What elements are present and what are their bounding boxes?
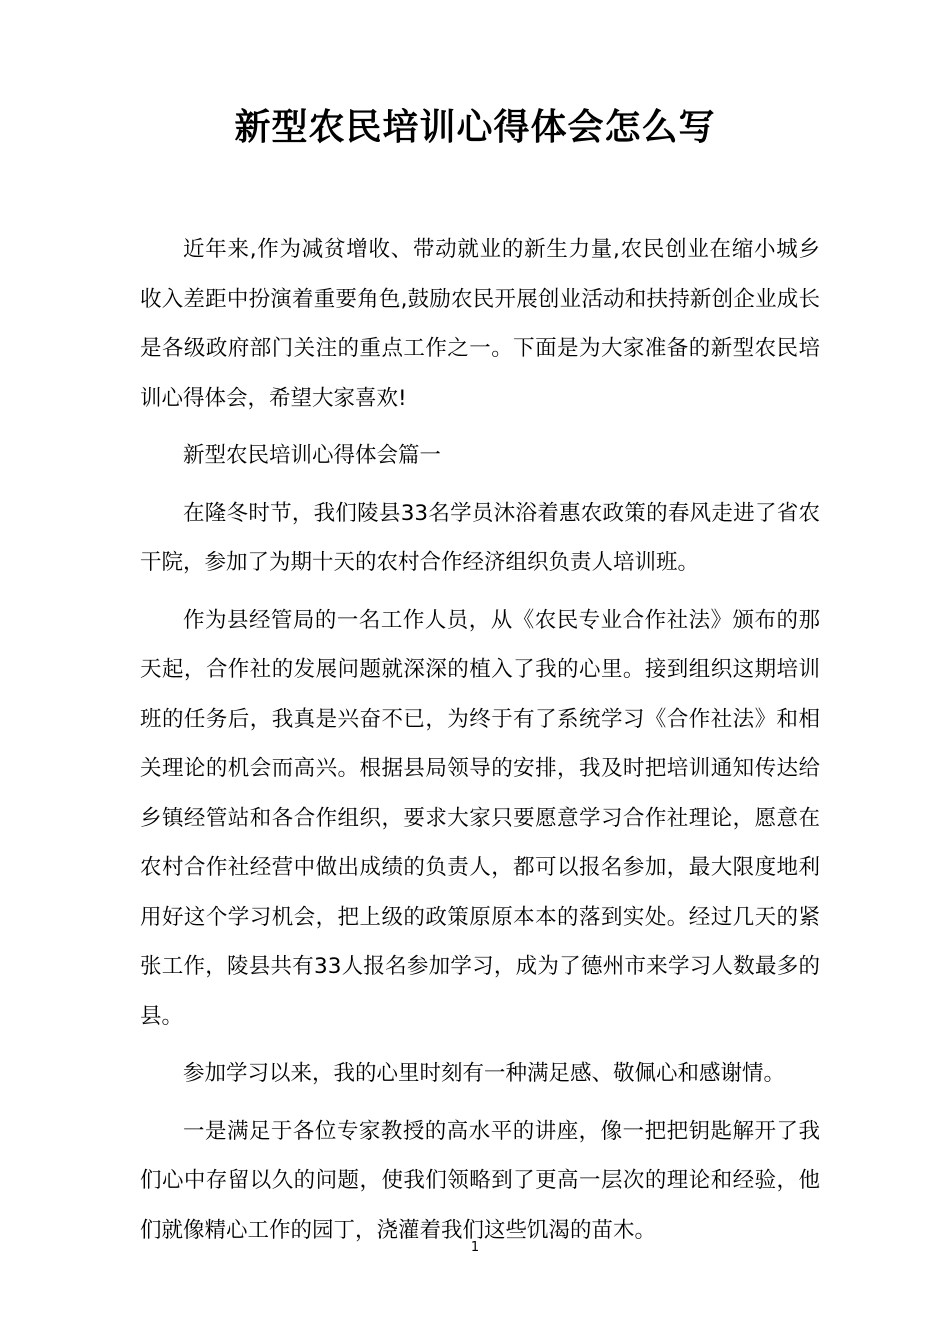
section-heading: 新型农民培训心得体会篇一 (183, 443, 442, 468)
body-paragraph: 在隆冬时节，我们陵县33名学员沐浴着惠农政策的春风走进了省农干院，参加了为期十天的农村合作经济组织负责人培训班。 (140, 500, 820, 575)
document-body (140, 225, 820, 1263)
intro-paragraph: 近年来,作为减贫增收、带动就业的新生力量,农民创业在缩小城乡收入差距中扮演着重要角色,鼓励农民开展创业活动和扶持新创企业成长是各级政府部门关注的重点工作之一。下面是为大家准备的新型农民培训心得体会，希望大家喜欢! (140, 237, 820, 411)
page-number: 1 (470, 1240, 480, 1255)
body-paragraph: 作为县经管局的一名工作人员，从《农民专业合作社法》颁布的那天起，合作社的发展问题就深深的植入了我的心里。接到组织这期培训班的任务后，我真是兴奋不已，为终于有了系统学习《合作社法》和相关理论的机会而高兴。根据县局领导的安排，我及时把培训通知传达给乡镇经管站和各合作组织，要求大家只要愿意学习合作社理论，愿意在农村合作社经营中做出成绩的负责人，都可以报名参加，最大限度地利用好这个学习机会，把上级的政策原原本本的落到实处。经过几天的紧张工作，陵县共有33人报名参加学习，成为了德州市来学习人数最多的县。 (140, 607, 820, 1029)
body-paragraph: 一是满足于各位专家教授的高水平的讲座，像一把把钥匙解开了我们心中存留以久的问题，使我们领略到了更高一层次的理论和经验，他们就像精心工作的园丁，浇灌着我们这些饥渴的苗木。 (140, 1118, 820, 1243)
body-paragraph: 参加学习以来，我的心里时刻有一种满足感、敬佩心和感谢情。 (183, 1061, 786, 1086)
document-title: 新型农民培训心得体会怎么写 (234, 107, 716, 148)
